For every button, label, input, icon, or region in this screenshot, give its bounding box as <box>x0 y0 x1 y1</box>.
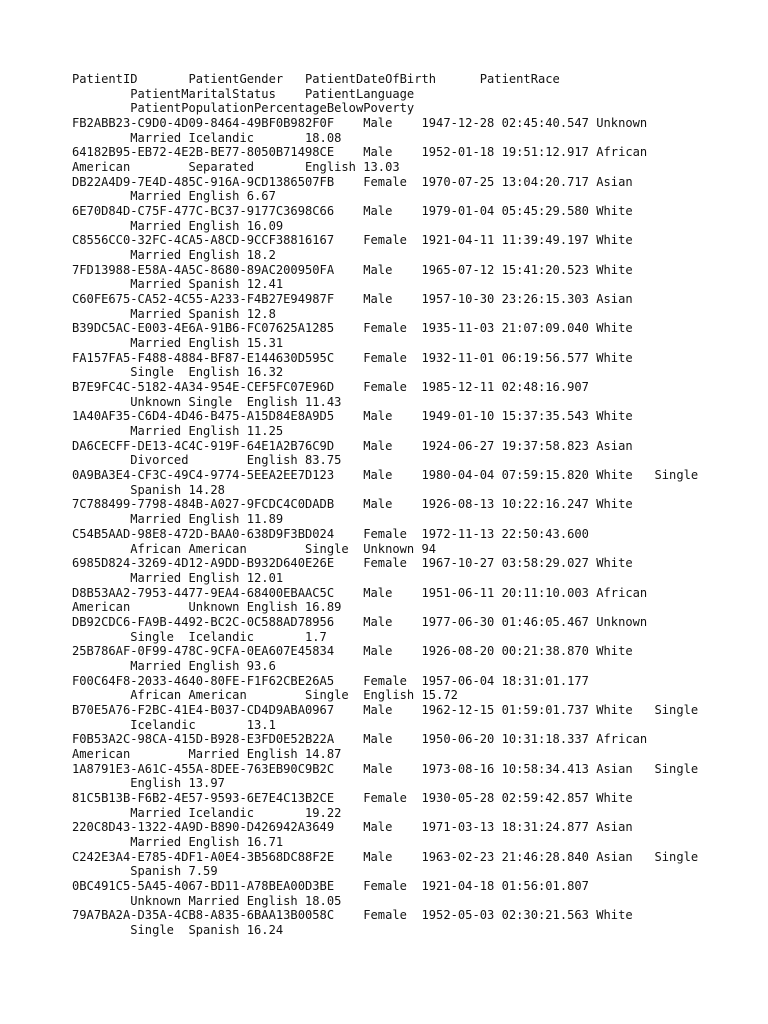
text-line: PatientID PatientGender PatientDateOfBirth PatientRace <box>72 72 560 86</box>
text-line: Single English 16.32 <box>72 365 284 380</box>
text-line: Married Spanish 12.8 <box>72 306 276 321</box>
text-line: DB22A4D9-7E4D-485C-916A-9CD1386507FB Female 1970-07-25 13:04:20.717 Asian <box>72 174 633 189</box>
text-line: Married Spanish 12.41 <box>72 277 284 292</box>
text-line: D8B53AA2-7953-4477-9EA4-68400EBAAC5C Male 1951-06-11 20:11:10.003 African <box>72 585 648 600</box>
text-line: DA6CECFF-DE13-4C4C-919F-64E1A2B76C9D Male 1924-06-27 19:37:58.823 Asian <box>72 438 633 453</box>
text-line: Married English 16.09 <box>72 218 284 233</box>
text-line: C60FE675-CA52-4C55-A233-F4B27E94987F Male 1957-10-30 23:26:15.303 Asian <box>72 292 633 307</box>
text-line: Unknown Single English 11.43 <box>72 394 342 409</box>
text-line: Married English 15.31 <box>72 336 284 351</box>
text-line: C54B5AAD-98E8-472D-BAA0-638D9F3BD024 Female 1972-11-13 22:50:43.600 <box>72 526 589 541</box>
text-line: B7E9FC4C-5182-4A34-954E-CEF5FC07E96D Female 1985-12-11 02:48:16.907 <box>72 380 589 395</box>
text-line: 0BC491C5-5A45-4067-BD11-A78BEA00D3BE Female 1921-04-18 01:56:01.807 <box>72 878 589 893</box>
text-line: Unknown Married English 18.05 <box>72 893 342 908</box>
text-line: 64182B95-EB72-4E2B-BE77-8050B71498CE Male 1952-01-18 19:51:12.917 African <box>72 145 648 160</box>
text-line: American Unknown English 16.89 <box>72 600 342 615</box>
text-line: Icelandic 13.1 <box>72 717 276 732</box>
text-line: F00C64F8-2033-4640-80FE-F1F62CBE26A5 Female 1957-06-04 18:31:01.177 <box>72 673 589 688</box>
text-line: FB2ABB23-C9D0-4D09-8464-49BF0B982F0F Male 1947-12-28 02:45:40.547 Unknown <box>72 116 648 131</box>
text-line: PatientMaritalStatus PatientLanguage <box>72 86 415 101</box>
text-line: Spanish 14.28 <box>72 482 225 497</box>
text-line: 81C5B13B-F6B2-4E57-9593-6E7E4C13B2CE Female 1930-05-28 02:59:42.857 White <box>72 790 633 805</box>
text-line: 79A7BA2A-D35A-4CB8-A835-6BAA13B0058C Female 1952-05-03 02:30:21.563 White <box>72 908 633 923</box>
text-line: C8556CC0-32FC-4CA5-A8CD-9CCF38816167 Female 1921-04-11 11:39:49.197 White <box>72 233 633 248</box>
text-line: American Married English 14.87 <box>72 746 342 761</box>
text-line: Married English 11.25 <box>72 424 284 439</box>
text-line: F0B53A2C-98CA-415D-B928-E3FD0E52B22A Male 1950-06-20 10:31:18.337 African <box>72 732 648 747</box>
text-line: Spanish 7.59 <box>72 864 218 879</box>
text-line: Divorced English 83.75 <box>72 453 342 468</box>
text-line: Married English 16.71 <box>72 834 284 849</box>
text-line: 1A8791E3-A61C-455A-8DEE-763EB90C9B2C Male 1973-08-16 10:58:34.413 Asian Single <box>72 761 699 776</box>
text-line: B39DC5AC-E003-4E6A-91B6-FC07625A1285 Female 1935-11-03 21:07:09.040 White <box>72 321 633 336</box>
text-line: 6E70D84D-C75F-477C-BC37-9177C3698C66 Male 1979-01-04 05:45:29.580 White <box>72 204 633 219</box>
text-line: Single Spanish 16.24 <box>72 922 284 937</box>
text-line: PatientPopulationPercentageBelowPoverty <box>72 101 415 116</box>
text-line: C242E3A4-E785-4DF1-A0E4-3B568DC88F2E Male 1963-02-23 21:46:28.840 Asian Single <box>72 849 699 864</box>
text-line: Single Icelandic 1.7 <box>72 629 327 644</box>
text-line: 0A9BA3E4-CF3C-49C4-9774-5EEA2EE7D123 Male 1980-04-04 07:59:15.820 White Single <box>72 468 699 483</box>
text-line: 220C8D43-1322-4A9D-B890-D426942A3649 Male 1971-03-13 18:31:24.877 Asian <box>72 820 633 835</box>
text-line: FA157FA5-F488-4884-BF87-E144630D595C Female 1932-11-01 06:19:56.577 White <box>72 350 633 365</box>
text-line: Married English 93.6 <box>72 658 276 673</box>
text-line: Married English 12.01 <box>72 570 284 585</box>
text-line: 1A40AF35-C6D4-4D46-B475-A15D84E8A9D5 Male 1949-01-10 15:37:35.543 White <box>72 409 633 424</box>
text-line: Married English 6.67 <box>72 189 276 204</box>
text-line: African American Single English 15.72 <box>72 688 458 703</box>
text-line: Married Icelandic 18.08 <box>72 130 342 145</box>
text-line: Married English 11.89 <box>72 512 284 527</box>
document-text <box>72 72 698 938</box>
text-line: Married Icelandic 19.22 <box>72 805 342 820</box>
text-line: Married English 18.2 <box>72 248 276 263</box>
text-line: 7FD13988-E58A-4A5C-8680-89AC200950FA Male 1965-07-12 15:41:20.523 White <box>72 262 633 277</box>
text-line: 6985D824-3269-4D12-A9DD-B932D640E26E Female 1967-10-27 03:58:29.027 White <box>72 556 633 571</box>
text-line: 7C788499-7798-484B-A027-9FCDC4C0DADB Male 1926-08-13 10:22:16.247 White <box>72 497 633 512</box>
text-line: American Separated English 13.03 <box>72 160 400 175</box>
text-line: 25B786AF-0F99-478C-9CFA-0EA607E45834 Male 1926-08-20 00:21:38.870 White <box>72 644 633 659</box>
text-line: English 13.97 <box>72 776 225 791</box>
text-line: B70E5A76-F2BC-41E4-B037-CD4D9ABA0967 Male 1962-12-15 01:59:01.737 White Single <box>72 702 699 717</box>
text-line: DB92CDC6-FA9B-4492-BC2C-0C588AD78956 Male 1977-06-30 01:46:05.467 Unknown <box>72 614 648 629</box>
text-line: African American Single Unknown 94 <box>72 541 437 556</box>
